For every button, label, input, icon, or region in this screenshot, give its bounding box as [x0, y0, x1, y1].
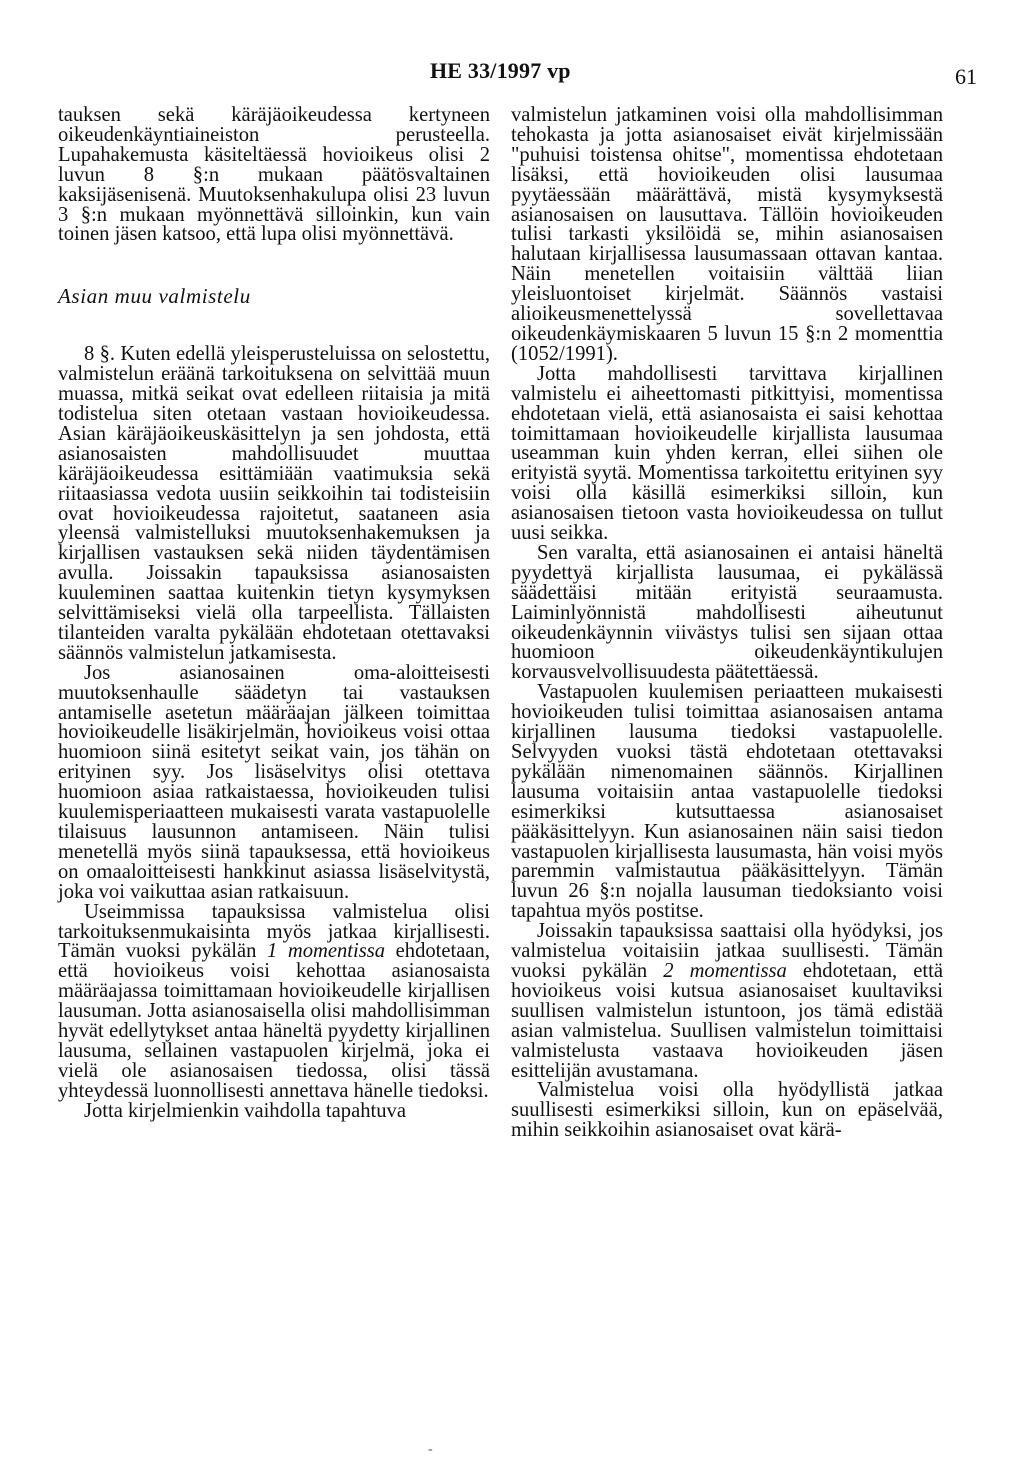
left-column [58, 106, 490, 1122]
document-title: HE 33/1997 vp [430, 58, 571, 83]
paragraph: Vastapuolen kuulemisen periaatteen mukaisesti hovioikeuden tulisi toimittaa asianosaisen antama kirjallinen lausuma tiedoksi vastapuolelle. Selvyyden vuoksi tästä ehdotetaan otettavaksi pykälään nimenomainen säännös. Kirjallinen lausuma voitaisiin antaa vastapuolelle tiedoksi esimerkiksi kutsuttaessa asianosaiset pääkäsittelyyn. Kun asianosainen näin saisi tiedon vastapuolen kirjallisesta lausumasta, hän voisi myös paremmin valmistautua pääkäsittelyyn. Tämän luvun 26 §:n nojalla lausuman tiedoksianto voisi tapahtua myös postitse. [511, 681, 943, 923]
footer-mark: - [428, 1442, 433, 1457]
text-run: ehdotetaan, että hovioikeus voisi kehottaa asianosaista määräajassa toimittamaan hovioikeudelle kirjallisen lausuman. Jotta asianosaisella olisi mahdollisimman hyvät edellytykset antaa häneltä pyydetty kirjallinen lausuma, sellainen vastapuolen kirjelmä, joka ei vielä ole asianosaisen tiedossa, olisi tässä yhteydessä luonnollisesti annettava hänelle tiedoksi. [58, 940, 490, 1102]
paragraph [58, 900, 490, 1102]
paragraph: Jos asianosainen oma-aloitteisesti muutoksenhaulle säädetyn tai vastauksen antamiselle asetetun määräajan jälkeen toimittaa hovioikeudelle lisäkirjelmän, hovioikeus voisi ottaa huomioon siinä esitetyt seikat vain, jos tähän on erityinen syy. Jos lisäselvitys olisi otettava huomioon asiaa ratkaistaessa, hovioikeuden tulisi kuulemisperiaatteen mukaisesti varata vastapuolelle tilaisuus lausunnon antamiseen. Näin tulisi menetellä myös siinä tapauksessa, että hovioikeus on omaaloitteisesti hankkinut asiassa lisäselvitystä, joka voi vaikuttaa asian ratkaisuun. [58, 661, 490, 903]
paragraph [511, 922, 943, 1081]
paragraph: Valmistelua voisi olla hyödyllistä jatkaa suullisesti esimerkiksi silloin, kun on epäselvää, mihin seikkoihin asianosaiset ovat kärä- [511, 1079, 943, 1142]
paragraph: valmistelun jatkaminen voisi olla mahdollisimman tehokasta ja jotta asianosaiset eivät kirjelmissään "puhuisi toistensa ohitse", momentissa ehdotetaan lisäksi, että hovioikeuden olisi lausumaa pyytäessään määrättävä, mistä kysymyksestä asianosaisen on lausuttava. Tällöin hovioikeuden tulisi tarkasti yksilöidä se, mihin asianosaisen halutaan kirjallisessa lausumassaan ottavan kantaa. Näin menetellen voitaisiin välttää liian yleisluontoiset kirjelmät. Säännös vastaisi alioikeusmenettelyssä sovellettavaa oikeudenkäymiskaaren 5 luvun 15 §:n 2 momenttia (1052/1991). [511, 104, 943, 365]
paragraph: Jotta kirjelmienkin vaihdolla tapahtuva [84, 1099, 406, 1122]
page-header [0, 58, 1024, 98]
paragraph: Sen varalta, että asianosainen ei antaisi häneltä pyydettyä kirjallista lausumaa, ei pykälässä säädettäisi mitään erityistä seuraamusta. Laiminlyönnistä mahdollisesti aiheutunut oikeudenkäynnin viivästys tulisi sen sijaan ottaa huomioon oikeudenkäyntikulujen korvausvelvollisuudesta päätettäessä. [511, 541, 943, 684]
text-run: ehdotetaan, että hovioikeus voisi kutsua asianosaiset kuultaviksi suullisen valmistelun istuntoon, jos tämä edistää asian valmistelua. Suullisen valmistelun toimittaisi valmistelusta vastaava hovioikeuden jäsen esittelijän avustamana. [511, 959, 943, 1082]
page-number: 61 [955, 64, 977, 89]
section-heading: Asian muu valmistelu [58, 284, 251, 309]
text-run: Joissakin tapauksissa saattaisi olla hyödyksi, jos valmistelua voitaisiin jatkaa suullisesti. Tämän vuoksi pykälän [511, 920, 943, 982]
emphasis-text: 1 momentissa [266, 940, 386, 963]
emphasis-text: 2 momentissa [663, 959, 787, 982]
text-run: Useimmissa tapauksissa valmistelua olisi tarkoituksenmukaisinta myös jatkaa kirjallisesti. Tämän vuoksi pykälän [58, 900, 490, 963]
right-column [511, 106, 943, 1141]
paragraph: tauksen sekä käräjäoikeudessa kertyneen oikeudenkäyntiaineiston perusteella. Lupahakemusta käsiteltäessä hovioikeus olisi 2 luvun 8 §:n mukaan päätösvaltainen kaksijäsenisenä. Muutoksenhakulupa olisi 23 luvun 3 §:n mukaan myönnettävä silloinkin, kun vain toinen jäsen katsoo, että lupa olisi myönnettävä. [58, 104, 490, 246]
paragraph: Jotta mahdollisesti tarvittava kirjallinen valmistelu ei aiheettomasti pitkittyisi, momentissa ehdotetaan vielä, että asianosaista ei saisi kehottaa toimittamaan hovioikeudelle kirjallista lausumaa useamman kuin yhden kerran, ellei siihen ole erityistä syytä. Momentissa tarkoitettu erityinen syy voisi olla käsillä esimerkiksi silloin, kun asianosaisen tietoon vasta hovioikeudessa on tullut uusi seikka. [511, 362, 943, 545]
paragraph: 8 §. Kuten edellä yleisperusteluissa on selostettu, valmistelun eräänä tarkoituksena on selvittää muun muassa, mitkä seikat ovat edelleen riitaisia ja mitä todistelua siten otetaan vastaan hovioikeudessa. Asian käräjäoikeuskäsittelyn ja sen johdosta, että asianosaisten mahdollisuudet muuttaa käräjäoikeudessa esittämiään vaatimuksia sekä riitaasiassa vedota uusiin seikkoihin tai todisteisiin ovat hovioikeudessa rajoitetut, saataneen asia yleensä valmistelluksi muutoksenhakemuksen ja kirjallisen vastauksen sekä niiden täydentämisen avulla. Joissakin tapauksissa asianosaisten kuuleminen saattaa kuitenkin tietyn kysymyksen selvittämiseksi vielä olla tarpeellista. Tällaisten tilanteiden varalta pykälään ehdotetaan otettavaksi säännös valmistelun jatkamisesta. [58, 343, 490, 664]
